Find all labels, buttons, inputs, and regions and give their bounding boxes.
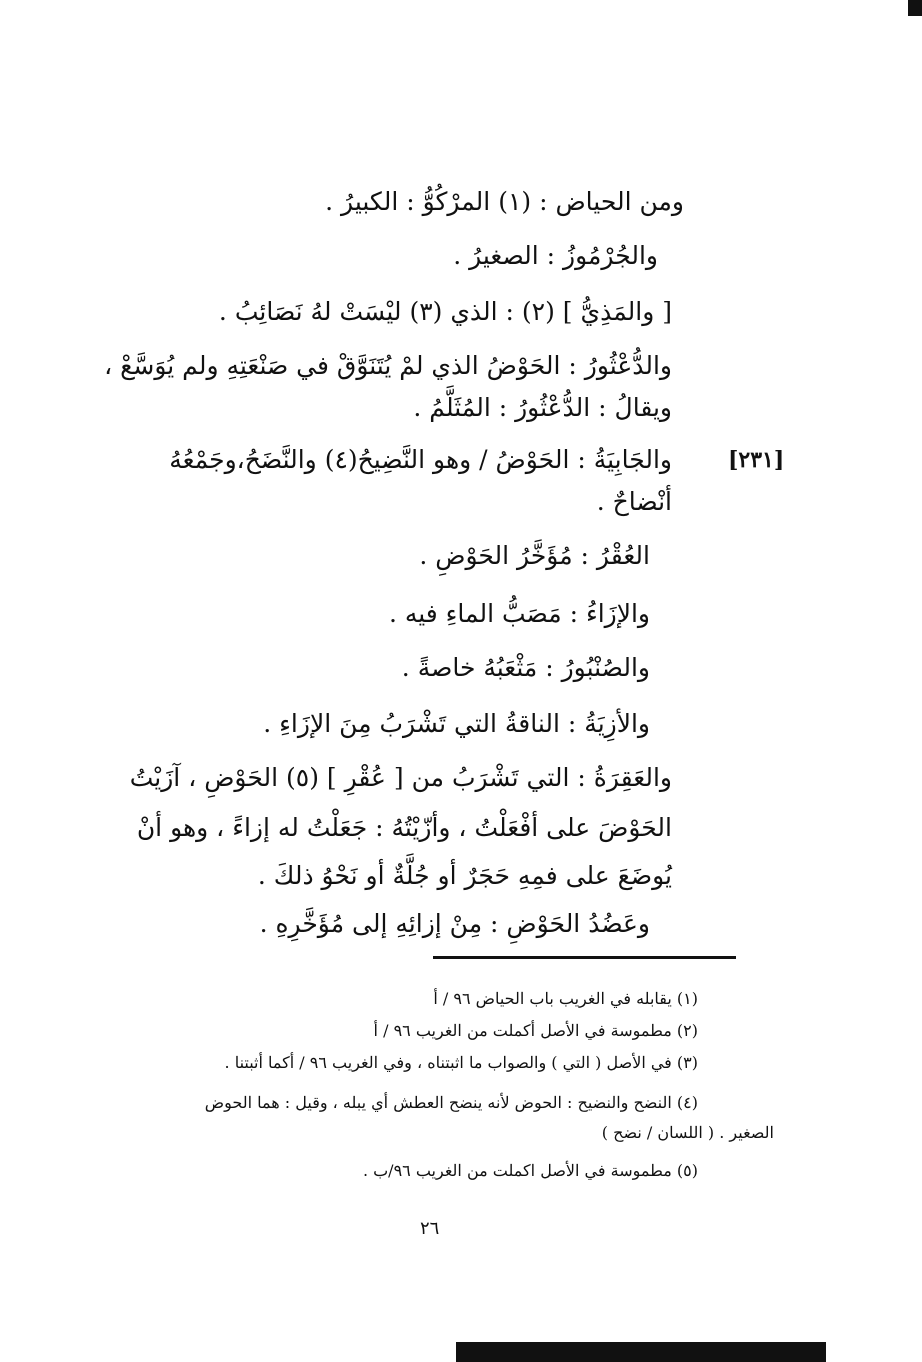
page-number: ٢٦ — [420, 1218, 440, 1239]
text-line-13: الحَوْضَ على أفْعَلْتُ ، وأزّيْتُهُ : جَعَلْتُ له إزاءً ، وهو أنْ — [136, 813, 672, 842]
text-line-12: والعَقِرَةُ : التي تَشْرَبُ من [ عُقْرِ ] (٥) الحَوْضِ ، آزَيْتُ — [129, 763, 672, 792]
footnote-4: (٤) النضح والنضيح : الحوض لأنه ينضح العطش أي يبله ، وقيل : هما الحوض — [204, 1093, 698, 1112]
page-corner-mark — [908, 0, 922, 16]
footnote-separator — [433, 956, 736, 959]
footnote-2: (٢) مطموسة في الأصل أكملت من الغريب ٩٦ / أ — [373, 1021, 698, 1040]
text-line-10: والصُنْبُورُ : مَثْعَبُهُ خاصةً . — [401, 653, 650, 682]
footnote-4-continuation: الصغير . ( اللسان / نضح ) — [601, 1123, 774, 1142]
text-line-7: أنْضاحٌ . — [596, 487, 672, 516]
text-line-8: العُقْرُ : مُؤَخَّرُ الحَوْضِ . — [419, 541, 650, 570]
text-line-9: والإزَاءُ : مَصَبُّ الماءِ فيه . — [388, 599, 650, 628]
section-marker: [٢٣١] — [728, 447, 785, 473]
text-line-3: [ والمَذِيُّ ] (٢) : الذي (٣) ليْسَتْ لهُ نَصَائِبُ . — [218, 297, 672, 326]
text-line-6: والجَابِيَةُ : الحَوْضُ / وهو النَّضِيحُ(٤) والنَّضَحُ،وجَمْعُهُ — [169, 445, 672, 474]
text-line-11: والأزِيَةُ : الناقةُ التي تَشْرَبُ مِنَ الإزَاءِ . — [263, 709, 650, 738]
text-line-14: يُوضَعَ على فمِهِ حَجَرٌ أو جُلَّةٌ أو نَحْوُ ذلكَ . — [257, 861, 672, 890]
text-line-5: ويقالُ : الدُّعْثُورُ : المُثَلَّمُ . — [413, 393, 672, 422]
text-line-2: والجُرْمُوزُ : الصغيرُ . — [453, 241, 658, 270]
text-line-15: وعَضُدُ الحَوْضِ : مِنْ إزائِهِ إلى مُؤَخَّرِهِ . — [259, 909, 650, 938]
footnote-3: (٣) في الأصل ( التي ) والصواب ما اثبتناه ، وفي الغريب ٩٦ / أكما أثبتنا . — [224, 1053, 698, 1072]
footnote-1: (١) يقابله في الغريب باب الحياض ٩٦ / أ — [433, 989, 698, 1008]
text-line-1: ومن الحياض : (١) المرْكُوُّ : الكبيرُ . — [325, 187, 684, 216]
text-line-4: والدُّعْثُورُ : الحَوْضُ الذي لمْ يُتَنَوَّقْ في صَنْعَتِهِ ولم يُوَسَّعْ ، — [104, 351, 672, 380]
page-bottom-bar — [456, 1342, 826, 1362]
footnote-5: (٥) مطموسة في الأصل اكملت من الغريب ٩٦/ب . — [362, 1161, 698, 1180]
